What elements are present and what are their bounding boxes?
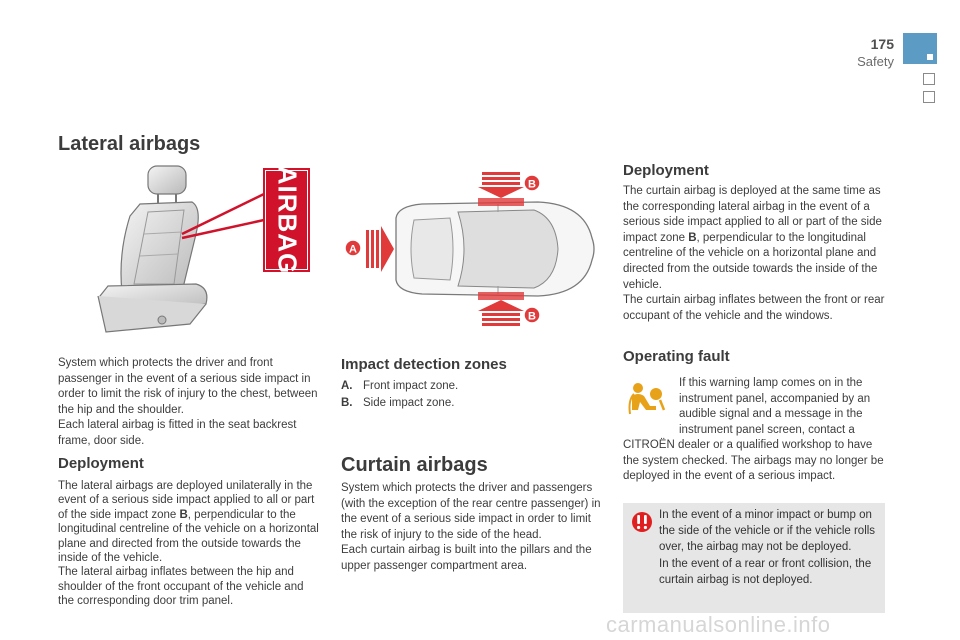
curtain-deployment-text-1: The curtain airbag is deployed at the same time as the corresponding lateral airbag in the event of a serious side impact applied to all or part of the side impact zone	[623, 185, 882, 244]
curtain-deployment-text-1b: , perpendicular to the longitudinal centreline of the vehicle on a horizontal plane and directed from the outside towards the inside of the vehicle.	[623, 231, 878, 291]
curtain-deployment-text-2: The curtain airbag inflates between the front or rear occupant of the vehicle and the windows.	[623, 294, 885, 322]
page-number: 175	[870, 36, 894, 52]
warning-text-2: In the event of a rear or front collision, the curtain airbag is not deployed.	[659, 557, 872, 586]
section-label: Safety	[857, 54, 894, 69]
impact-zones-title: Impact detection zones	[341, 356, 507, 373]
curtain-text-1: System which protects the driver and passengers (with the exception of the rear centre passenger) in the event of a serious side impact in order to limit the risk of injury to the side of the head.	[341, 482, 601, 541]
airbag-label: AIRBAG	[272, 165, 302, 275]
watermark: carmanualsonline.info	[606, 612, 831, 637]
zone-b-label-top: B	[528, 178, 536, 191]
lateral-airbags-title: Lateral airbags	[58, 133, 201, 155]
curtain-deployment-text	[623, 184, 885, 324]
impact-zones-list	[341, 378, 458, 412]
warning-note	[623, 503, 885, 613]
zone-b-label-bottom: B	[528, 310, 536, 323]
curtain-text-2: Each curtain airbag is built into the pillars and the upper passenger compartment area.	[341, 544, 592, 572]
warning-text	[659, 507, 881, 588]
lateral-deployment-title: Deployment	[58, 455, 144, 472]
zone-b-ref: B	[688, 231, 697, 244]
operating-fault-title: Operating fault	[623, 348, 730, 365]
curtain-deployment-title: Deployment	[623, 162, 709, 179]
zone-b-ref: B	[179, 508, 188, 521]
list-item-key: A.	[341, 380, 353, 392]
lateral-deployment-text	[58, 479, 320, 609]
curtain-airbags-title: Curtain airbags	[341, 454, 488, 476]
list-item-key: B.	[341, 397, 353, 409]
list-item	[341, 378, 458, 395]
list-item-text: Front impact zone.	[363, 380, 459, 392]
airbag-label-panel	[263, 165, 310, 275]
operating-fault-text-2: CITROËN dealer or a qualified workshop to have the system checked. The airbags may no longer be deployed in the event of a serious impact.	[623, 439, 884, 483]
curtain-text	[341, 481, 603, 575]
lateral-intro-text-2: Each lateral airbag is fitted in the seat backrest frame, door side.	[58, 419, 297, 447]
operating-fault-text-1: If this warning lamp comes on in the instrument panel, accompanied by an audible signal and a message in the instrument panel screen, contact a	[679, 377, 871, 436]
impact-zones-diagram	[338, 168, 600, 330]
section-tab-box	[923, 73, 935, 85]
list-item-text: Side impact zone.	[363, 397, 455, 409]
warning-text-1: In the event of a minor impact or bump on the side of the vehicle or if the vehicle rolls over, the airbag may not be deployed.	[659, 509, 876, 554]
section-tab	[903, 33, 937, 64]
airbag-warning-lamp-icon	[626, 380, 666, 416]
section-tab-box	[923, 91, 935, 103]
lateral-deployment-text-1b: , perpendicular to the longitudinal centreline of the vehicle on a horizontal plane and directed from the outside towards the inside of the vehicle.	[58, 508, 319, 565]
lateral-intro-text-1: System which protects the driver and front passenger in the event of a serious side impact in order to limit the risk of injury to the chest, between the hip and the shoulder.	[58, 357, 318, 416]
zone-a-label: A	[349, 243, 357, 256]
lateral-intro	[58, 356, 320, 450]
exclamation-warning-icon	[631, 511, 653, 533]
lateral-deployment-text-2: The lateral airbag inflates between the hip and shoulder of the front occupant of the vehicle and the corresponding door trim panel.	[58, 566, 304, 608]
list-item	[341, 395, 458, 412]
lateral-deployment-text-1: The lateral airbags are deployed unilaterally in the event of a serious side impact applied to all or part of the side impact zone	[58, 480, 315, 521]
